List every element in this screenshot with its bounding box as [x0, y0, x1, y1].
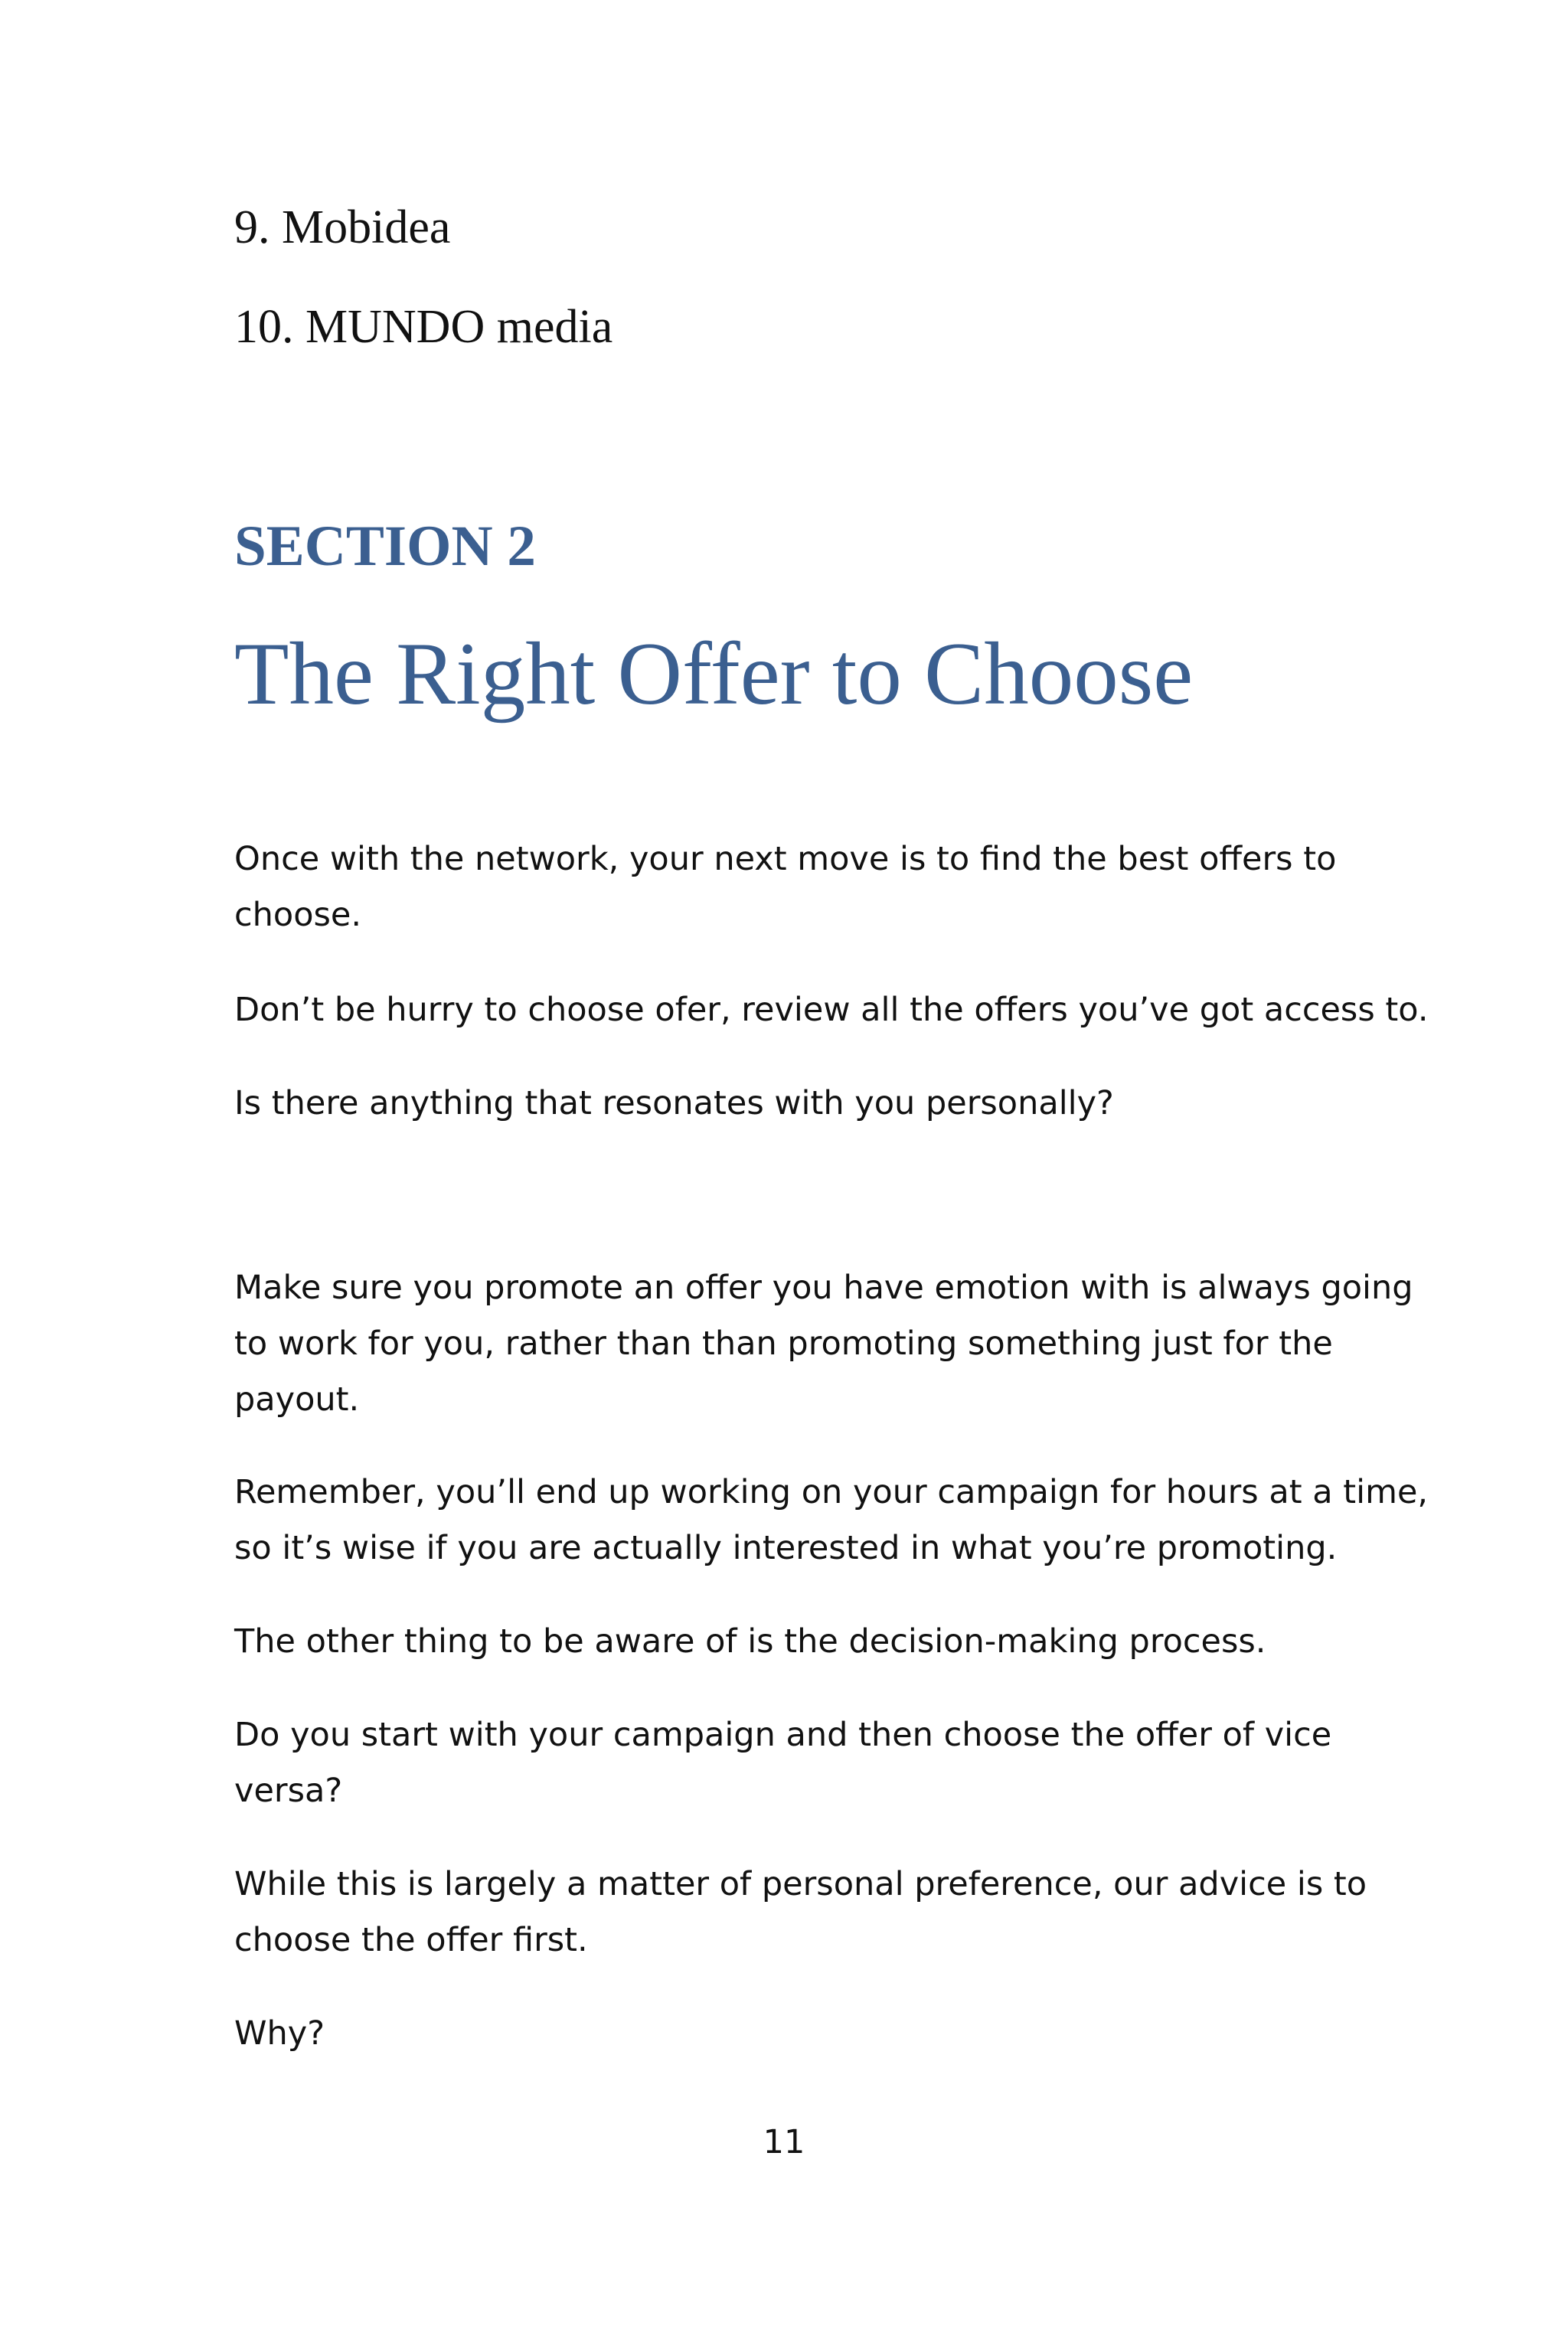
page-number: 11	[763, 2123, 805, 2161]
paragraph: While this is largely a matter of personal preference, our advice is to choose the offer first.	[234, 1865, 1367, 1959]
paragraph: Is there anything that resonates with you personally?	[234, 1084, 1114, 1122]
paragraph: Don’t be hurry to choose ofer, review all the offers you’ve got access to.	[234, 991, 1429, 1029]
paragraph: The other thing to be aware of is the decision-making process.	[234, 1622, 1266, 1661]
paragraph: Make sure you promote an offer you have emotion with is always going to work for you, rather than than promoting something just for the payout.	[234, 1269, 1413, 1419]
paragraph: Once with the network, your next move is to find the best offers to choose.	[234, 840, 1337, 934]
list-item-mobidea: 9. Mobidea	[234, 201, 451, 253]
paragraph: Why?	[234, 2014, 325, 2053]
list-item-mundo-media: 10. MUNDO media	[234, 301, 613, 353]
paragraph: Do you start with your campaign and then choose the offer of vice versa?	[234, 1716, 1332, 1810]
section-title: The Right Offer to Choose	[234, 625, 1194, 724]
section-label: SECTION 2	[234, 514, 536, 578]
paragraph: Remember, you’ll end up working on your campaign for hours at a time, so it’s wise if you are actually interested in what you’re promoting.	[234, 1473, 1429, 1567]
